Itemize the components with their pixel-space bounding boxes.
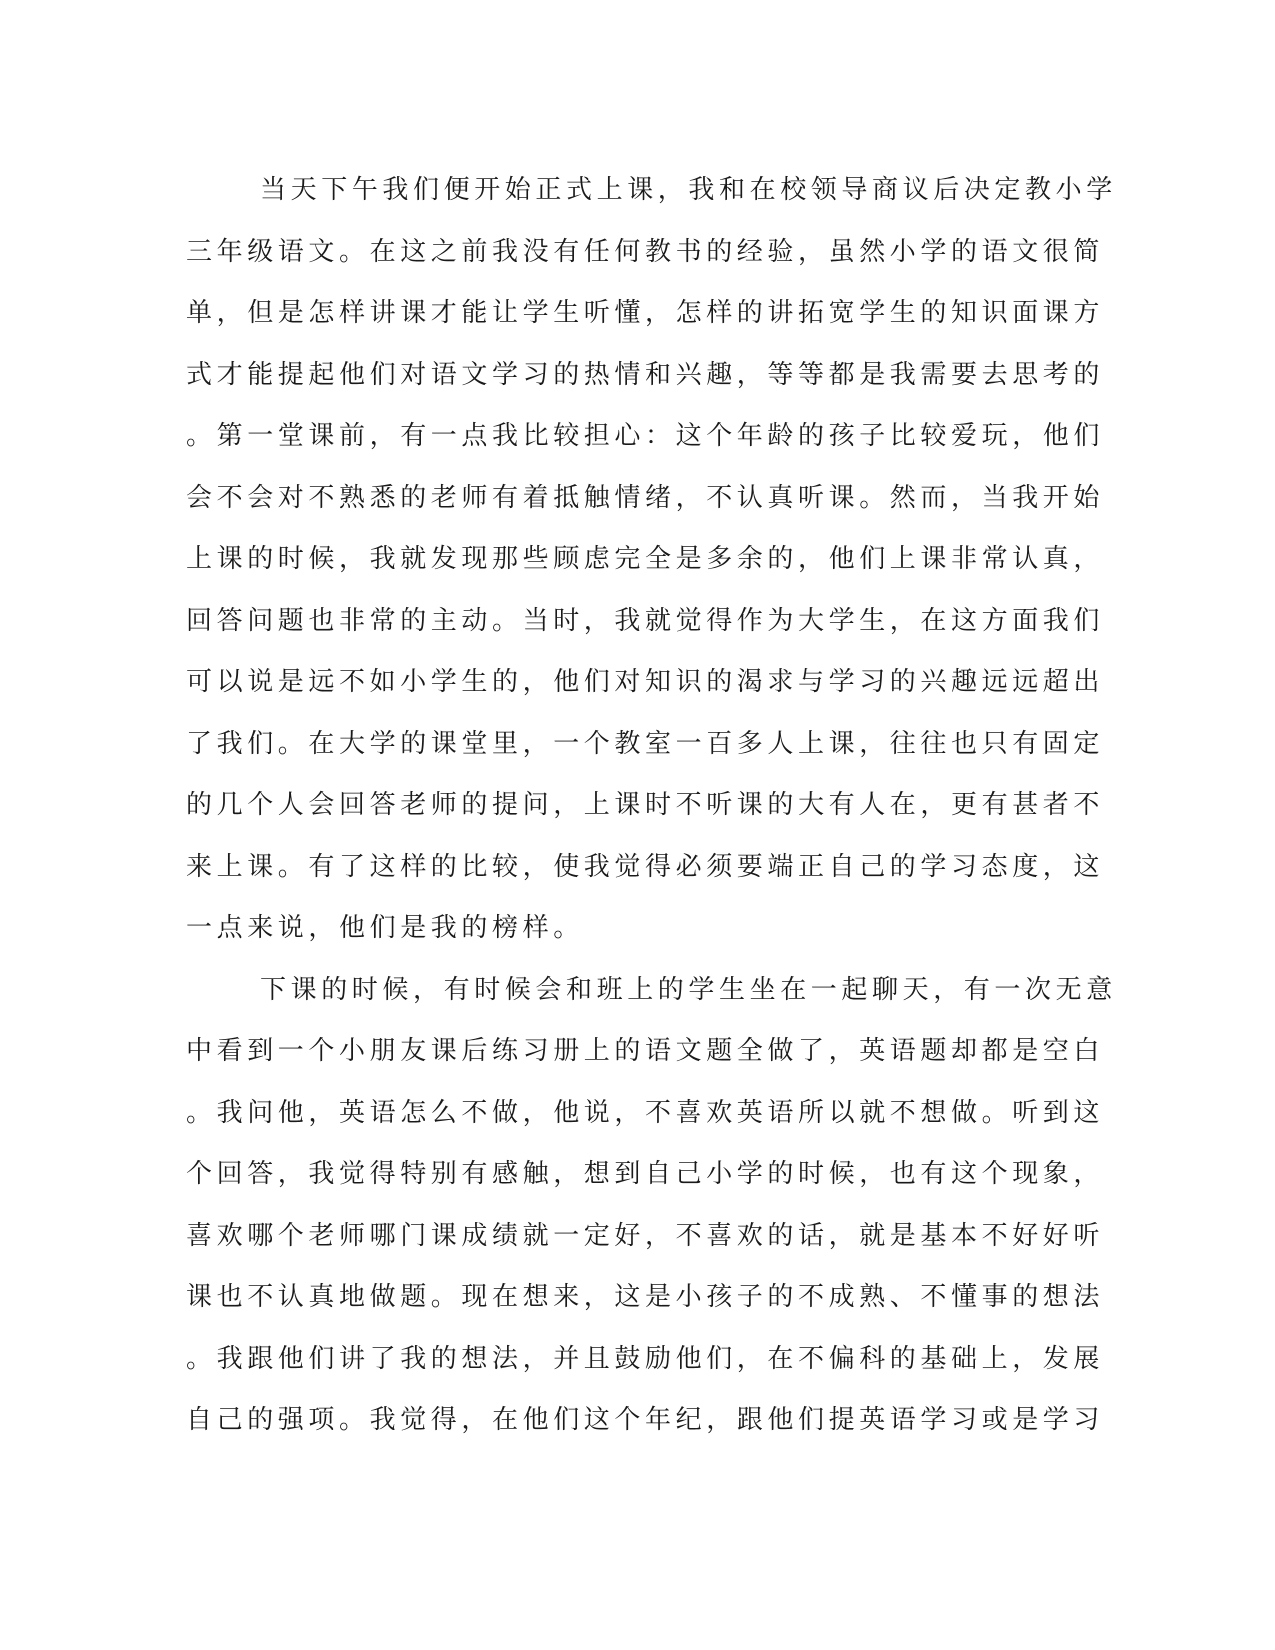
text-line: 了我们。在大学的课堂里，一个教室一百多人上课，往往也只有固定	[186, 728, 1105, 759]
text-line: 中看到一个小朋友课后练习册上的语文题全做了，英语题却都是空白	[186, 1036, 1105, 1066]
text-line: 喜欢哪个老师哪门课成绩就一定好，不喜欢的话，就是基本不好好听	[186, 1220, 1105, 1251]
text-line: 当天下午我们便开始正式上课，我和在校领导商议后决定教小学	[260, 175, 1117, 205]
text-line: 上课的时候，我就发现那些顾虑完全是多余的，他们上课非常认真，	[186, 544, 1105, 574]
text-line: 单，但是怎样讲课才能让学生听懂，怎样的讲拓宽学生的知识面课方	[186, 298, 1105, 328]
text-line: 。第一堂课前，有一点我比较担心：这个年龄的孩子比较爱玩，他们	[186, 421, 1105, 451]
text-line: 个回答，我觉得特别有感触，想到自己小学的时候，也有这个现象，	[186, 1159, 1105, 1189]
text-line: 课也不认真地做题。现在想来，这是小孩子的不成熟、不懂事的想法	[186, 1282, 1105, 1312]
text-line: 一点来说，他们是我的榜样。	[186, 913, 584, 943]
text-line: 会不会对不熟悉的老师有着抵触情绪，不认真听课。然而，当我开始	[186, 482, 1105, 513]
text-line: 。我跟他们讲了我的想法，并且鼓励他们，在不偏科的基础上，发展	[186, 1343, 1105, 1374]
paragraph-1	[186, 160, 1117, 960]
text-line: 下课的时候，有时候会和班上的学生坐在一起聊天，有一次无意	[260, 974, 1117, 1005]
text-line: 的几个人会回答老师的提问，上课时不听课的大有人在，更有甚者不	[186, 790, 1105, 820]
text-line: 三年级语文。在这之前我没有任何教书的经验，虽然小学的语文很简	[186, 236, 1105, 267]
text-line: 。我问他，英语怎么不做，他说，不喜欢英语所以就不想做。听到这	[186, 1097, 1105, 1128]
text-line: 回答问题也非常的主动。当时，我就觉得作为大学生，在这方面我们	[186, 605, 1105, 636]
paragraph-2	[186, 960, 1117, 1452]
text-line: 可以说是远不如小学生的，他们对知识的渴求与学习的兴趣远远超出	[186, 667, 1105, 697]
text-line: 式才能提起他们对语文学习的热情和兴趣，等等都是我需要去思考的	[186, 359, 1105, 390]
text-line: 自己的强项。我觉得，在他们这个年纪，跟他们提英语学习或是学习	[186, 1405, 1105, 1435]
body-text	[186, 160, 1117, 1452]
text-line: 来上课。有了这样的比较，使我觉得必须要端正自己的学习态度，这	[186, 851, 1105, 882]
